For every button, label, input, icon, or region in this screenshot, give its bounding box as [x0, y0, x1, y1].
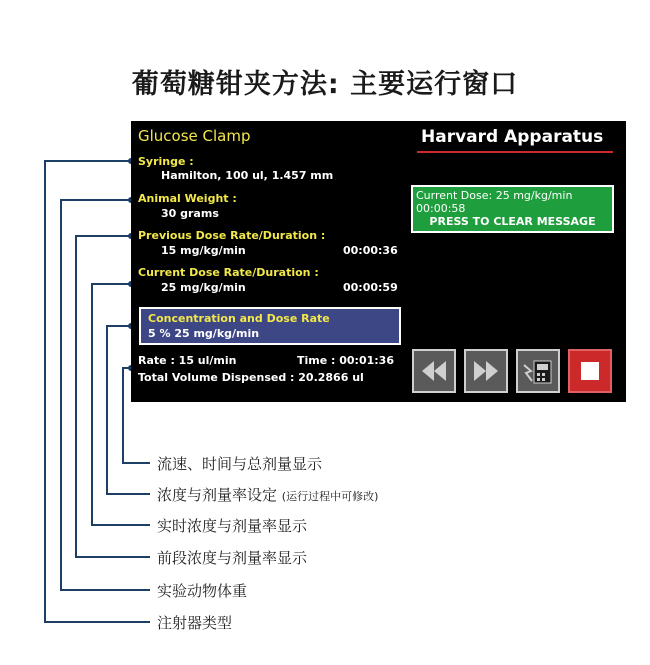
syringe-value: Hamilton, 100 ul, 1.457 mm	[161, 169, 334, 182]
fast-forward-icon	[466, 351, 506, 391]
curr-dose-rate: 25 mg/kg/min	[161, 281, 246, 294]
brand-underline	[417, 151, 613, 153]
caption-animal-weight: 实验动物体重	[157, 582, 248, 600]
caption-rate-time-total: 流速、时间与总剂量显示	[157, 455, 323, 473]
page-title: 葡萄糖钳夹方法: 主要运行窗口	[131, 69, 519, 100]
rewind-icon	[414, 351, 454, 391]
total-volume-readout: Total Volume Dispensed : 20.2866 ul	[138, 371, 364, 384]
rewind-button[interactable]	[412, 349, 456, 393]
message-dose: Current Dose: 25 mg/kg/min	[416, 189, 573, 202]
concentration-panel[interactable]	[139, 307, 401, 345]
concentration-value: 5 % 25 mg/kg/min	[148, 327, 260, 340]
stop-button[interactable]	[568, 349, 612, 393]
pump-icon	[518, 351, 558, 391]
pump-screen	[131, 121, 626, 402]
prev-dose-rate: 15 mg/kg/min	[161, 244, 246, 257]
fast-forward-button[interactable]	[464, 349, 508, 393]
clear-message-button[interactable]: PRESS TO CLEAR MESSAGE	[429, 215, 596, 228]
caption-concentration-main: 浓度与剂量率设定	[157, 486, 278, 504]
caption-concentration-setting	[157, 484, 378, 505]
caption-current-dose: 实时浓度与剂量率显示	[157, 517, 308, 535]
caption-syringe-type: 注射器类型	[157, 614, 233, 632]
curr-dose-label: Current Dose Rate/Duration :	[138, 266, 319, 279]
stop-icon	[570, 351, 610, 391]
caption-concentration-note: (运行过程中可修改)	[281, 490, 379, 503]
message-time: 00:00:58	[416, 202, 466, 215]
concentration-label: Concentration and Dose Rate	[148, 312, 330, 325]
message-box[interactable]	[411, 185, 614, 233]
app-title: Glucose Clamp	[138, 127, 251, 145]
pump-menu-button[interactable]	[516, 349, 560, 393]
caption-previous-dose: 前段浓度与剂量率显示	[157, 549, 308, 567]
weight-value: 30 grams	[161, 207, 219, 220]
rate-readout: Rate : 15 ul/min	[138, 354, 237, 367]
prev-dose-label: Previous Dose Rate/Duration :	[138, 229, 326, 242]
weight-label: Animal Weight :	[138, 192, 237, 205]
syringe-label: Syringe :	[138, 155, 194, 168]
time-readout: Time : 00:01:36	[297, 354, 394, 367]
curr-dose-time: 00:00:59	[343, 281, 398, 294]
brand-logo: Harvard Apparatus	[421, 127, 604, 147]
prev-dose-time: 00:00:36	[343, 244, 398, 257]
